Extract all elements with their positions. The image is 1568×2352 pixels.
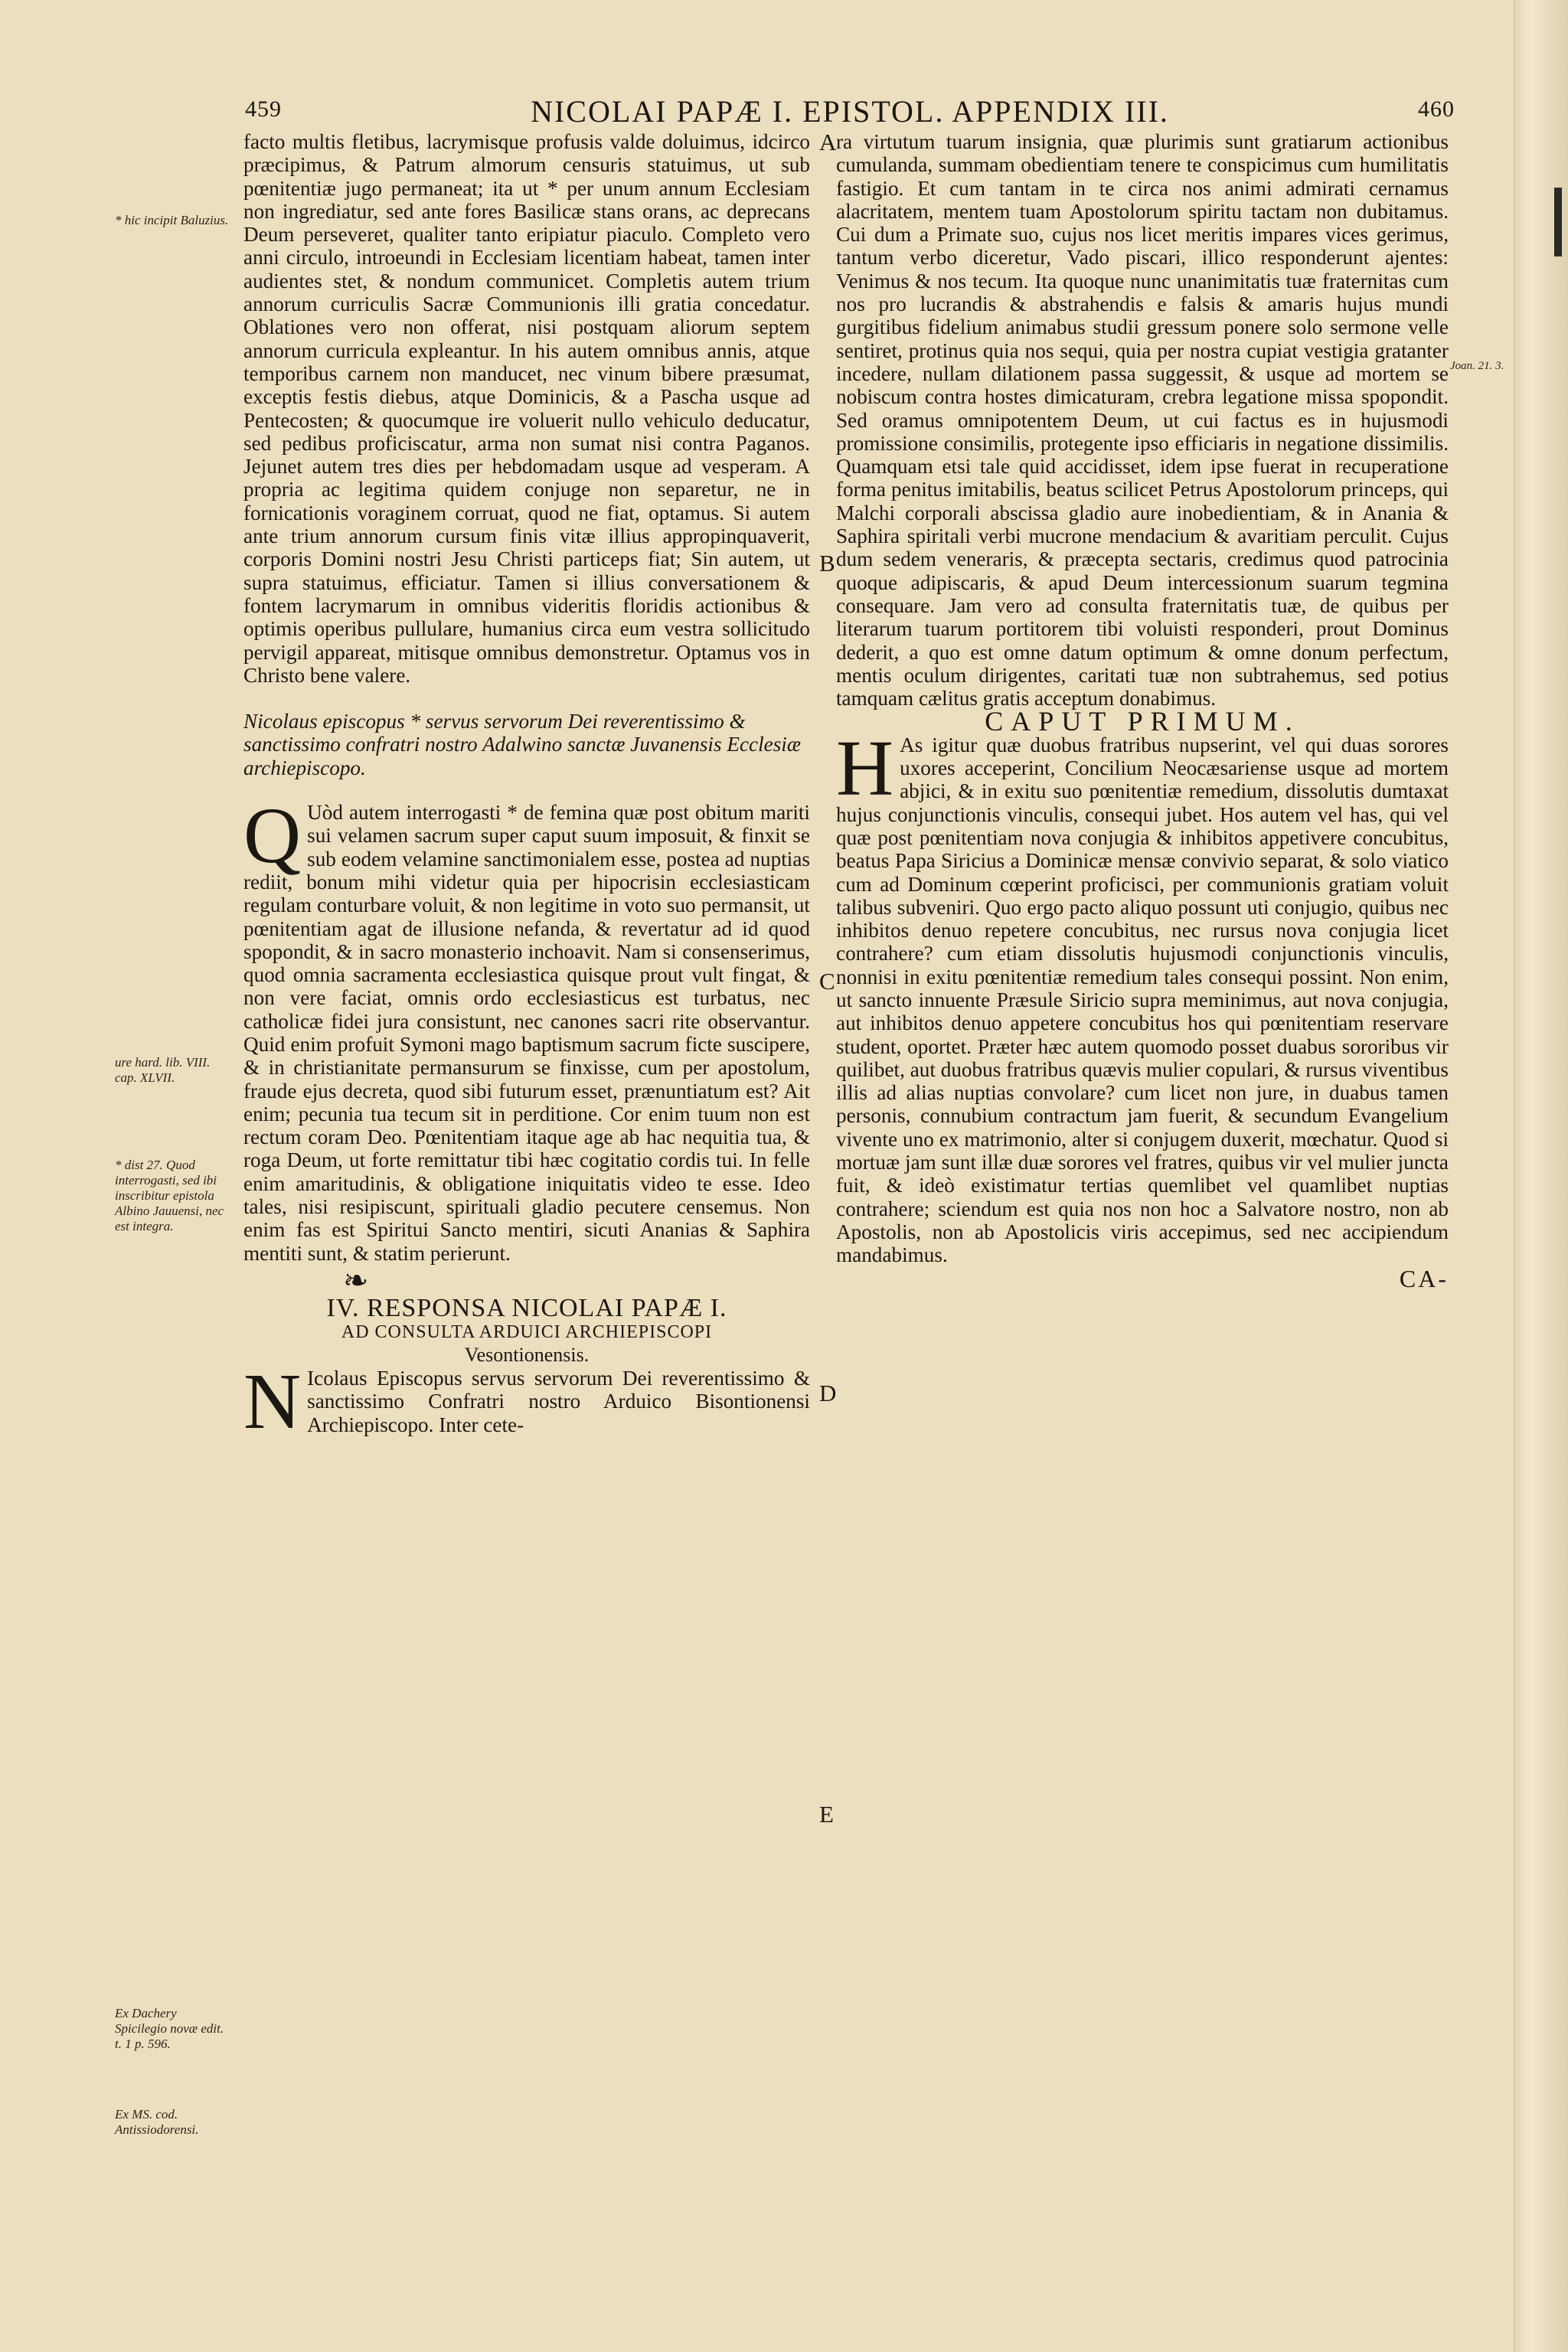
left-paragraph-2 <box>243 792 810 1265</box>
margin-note-dachery: Ex Dachery Spicilegio novæ edit. t. 1 p. 596. <box>115 2006 224 2051</box>
section-letter-e: E <box>819 1801 834 1828</box>
margin-note-baluzius: * hic incipit Baluzius. <box>115 213 229 227</box>
right-paragraph-2 <box>836 724 1449 1267</box>
section-heading: IV. RESPONSA NICOLAI PAPÆ I. <box>326 1294 727 1323</box>
left-paragraph-3 <box>243 1357 810 1446</box>
dropcap-h: H <box>836 724 894 812</box>
caput-heading: CAPUT PRIMUM. <box>985 706 1300 737</box>
edge-mark <box>1554 188 1562 256</box>
dropcap-q: Q <box>243 792 302 880</box>
left-paragraph-3-text: Icolaus Episcopus servus servorum Dei reverentissimo & sanctissimo Confratri nostro Arduico Bisontionensi Archiepiscopo. Inter cete- <box>307 1367 810 1436</box>
page-number-right: 460 <box>1418 96 1455 122</box>
right-column <box>836 130 1449 1290</box>
section-letter-a: A <box>819 129 837 155</box>
letter-address: Nicolaus episcopus * servus servorum Dei reverentissimo & sanctissimo confratri nostro Adalwino sanctæ Juvanensis Ecclesiæ archiepiscopo. <box>243 710 801 779</box>
margin-note-ms: Ex MS. cod. Antissiodorensi. <box>115 2107 199 2137</box>
page-number-left: 459 <box>245 96 282 122</box>
left-paragraph-2-text: Uòd autem interrogasti * de femina quæ post obitum mariti sui velamen sacrum super caput suum imposuit, & finxit se sub eodem velamine sanctimonialem esse, postea ad nuptias rediit, bonum mihi videtur quia per hipocrisin ecclesiasticam regulam conturbare voluit, & non legitime in voto suo permansit, ut pœnitentiam agat de illusione nefanda, & revertatur ad id quod spopondit, & in sacro monasterio inchoavit. Nam si consenserimus, quod omnia sacramenta ecclesiastica quisque prout vult fingat, & non vere faciat, omnis ordo ecclesiasticus est turbatus, nec catholicæ fidei jura consistunt, nec canones sacri rite observantur. Quid enim profuit Symoni mago baptismum sacrum ficte suscipere, & in christianitate permansurum se finxisse, cum per apostolum, fraude ejus decreta, quod sibi futurum esset, prænuntiatum est? Ait enim; pecunia tua tecum sit in perditione. Cor enim tuum non est rectum coram Deo. Pœnitentiam itaque age ab hac nequitia tua, & roga Deum, ut forte remittatur tibi hæc cogitatio cordis tui. In felle enim amaritudinis, & obligatione iniquitatis video te esse. Ideo tales, nisi resipiscunt, spirituali gladio pecutere censemus. Non enim fas est Spiritui Sancto mentiri, sicuti Ananias & Saphira mentiti sunt, & statim perierunt. <box>243 801 810 1265</box>
running-title: NICOLAI PAPÆ I. EPISTOL. APPENDIX III. <box>531 94 1169 129</box>
left-paragraph-1: facto multis fletibus, lacrymisque profusis valde doluimus, idcirco præcipimus, & Patrum almorum censuris statuimus, ut sub pœnitentiæ jugo permaneat; ita ut * per unum annum Ecclesiam non ingrediatur, sed ante fores Basilicæ stans orans, ac deprecans Deum perseveret, qualiter tanto eripiatur piaculo. Completo vero anni circulo, introeundi in Ecclesiam licentiam habeat, tamen inter audientes stet, & nondum communicet. Completis autem trium annorum curriculis Sacræ Communionis illi gratia concedatur. Oblationes vero non offerat, nisi postquam aliorum septem annorum curricula expleantur. In his autem omnibus annis, atque temporibus carnem non manducet, nec vinum bibere præsumat, exceptis festis diebus, atque Dominicis, & a Pascha usque ad Pentecosten; & quocumque ire voluerit nullo vehiculo deducatur, sed pedibus proficiscatur, arma non sumat nisi contra Paganos. Jejunet autem tres dies per hebdomadam usque ad vesperam. A propria ac legitima quidem conjuge non separetur, ne in fornicationis voraginem corruat, quod ne fiat, optamus. Si autem ante trium annorum cursum finis vitæ illius appropinquaverit, corporis Domini nostri Jesu Christi particeps fiat; Sin autem, ut supra statuimus, efficiatur. Tamen si illius conversationem & fontem lacrymarum in omnibus videritis floridis actionibus & optimis operibus pullulare, humanius circa eum vestra sollicitudo pervigil appareat, mitisque omnibus demonstretur. Optamus vos in Christo bene valere. <box>243 130 810 687</box>
section-letter-c: C <box>819 968 835 995</box>
ornament-icon: ❧ <box>343 1263 369 1298</box>
left-column <box>243 130 810 1446</box>
section-subheading-2: Vesontionensis. <box>464 1343 590 1366</box>
section-subheading: AD CONSULTA ARDUICI ARCHIEPISCOPI <box>341 1321 713 1342</box>
page-edge <box>1514 0 1568 2352</box>
margin-note-dist: * dist 27. Quod interrogasti, sed ibi inscribitur epistola Albino Jauuensi, nec est integra. <box>115 1158 224 1233</box>
dropcap-n: N <box>243 1357 302 1446</box>
section-letter-b: B <box>819 550 835 577</box>
catchword: CA- <box>1399 1264 1449 1292</box>
margin-note-joan: Joan. 21. 3. <box>1450 360 1504 372</box>
margin-note-hard: ure hard. lib. VIII. cap. XLVII. <box>115 1055 211 1085</box>
right-paragraph-1: ra virtutum tuarum insignia, quæ plurimis sunt gratiarum actionibus cumulanda, summam obedientiam tenere te conspicimus cum humilitatis fastigio. Et cum tantam in te circa nos animi admirati cernamus alacritatem, mentem tuam Apostolorum spiritu tactam non dubitamus. Cui dum a Primate suo, cujus nos licet meritis impares vices gerimus, tantum verbo diceretur, Vado piscari, illico responderunt ajentes: Venimus & nos tecum. Ita quoque nunc unanimitatis tuæ fraternitas cum nos pro lucrandis & abstrahendis e falsis & amaris hujus mundi gurgitibus fidelium animabus studii gressum ponere solo sermone velle sentiret, protinus quia nos sequi, quia per nostra cupiat vestigia gratanter incedere, nullam dilationem passa suggessit, & usque ad mortem se nobiscum contra hostes dimicaturam, crebra legatione missa spopondit. Sed oramus omnipotentem Deum, ut cui factus es in hujusmodi promissione consimilis, protegente ipso efficiaris in negatione dissimilis. Quamquam etsi tale quid accidisset, idem ipse fuerat in recuperatione forma penitus imitabilis, beatus scilicet Petrus Apostolorum princeps, qui Malchi corporali abscissa gladio aure inobedientiam, & in Anania & Saphira spiritali verbi mucrone mendacium & avaritiam perculit. Cujus dum sedem veneraris, & præcepta sectaris, credimus quod patrocinia quoque adipiscaris, & apud Deum intercessionum suarum tegmina consequare. Jam vero ad consulta fraternitatis tuæ, de quibus per literarum tuarum portitorem tibi voluisti responderi, prout Dominus dederit, a quo est omne datum optimum & omne donum perfectum, mentis oculum dirigentes, caritati tuæ non subtrahemus, sed potius tamquam cælitus gratis acceptum donabimus. <box>836 130 1449 710</box>
section-letter-d: D <box>819 1380 837 1406</box>
right-paragraph-2-text: As igitur quæ duobus fratribus nupserint, vel qui duas sorores uxores acceperint, Concilium Neocæsariense usque ad mortem abjici, & in exitu suo pœnitentiæ remedium, dissolutis dumtaxat hujus conjunctionis vinculis, consequi jubet. Hos autem vel has, qui vel quæ post pœnitentiam nova conjugia & inhibitos appetivere concubitus, beatus Papa Siricius a Dominicæ mensæ convivio separat, & solo viatico cum ad Dominum cœperint proficisci, per communionis gratiam voluit talibus subveniri. Quo ergo pacto aliquo possunt uti conjugio, quibus nec inhibitos denuo repetere concubitus, nec rursus nova conjugia licet contrahere? cum etiam dissolutis hujusmodi conjunctionis vinculis, nonnisi in exitu pœnitentiæ remedium tales consequi possint. Non enim, ut sancto innuente Præsule Siricio supra meminimus, aut nova conjugia, aut inhibitos denuo appetere concubitus hos qui pœnitentiam reservare student, oportet. Præter hæc autem quomodo posset duabus sororibus vir quilibet, aut duobus fratribus quævis mulier copulari, & rursus viventibus illis ad alias nuptias convolare? cum licet non jure, in duabus tamen personis, connubium contractum jam fuerit, & secundum Evangelium vivente uno ex matrimonio, alter si conjugem duxerit, mœchatur. Quod si mortuæ jam sunt illæ duæ sorores vel fratres, quibus vir vel mulier juncta fuit, & ideò existimatur tertias quemlibet vel quamlibet nuptias contrahere; sciendum est quia nos non hoc a Salvatore nostro, non ab Apostolis, non ab Apostolicis viris accepimus, sed nec accipiendum mandabimus. <box>836 733 1449 1267</box>
